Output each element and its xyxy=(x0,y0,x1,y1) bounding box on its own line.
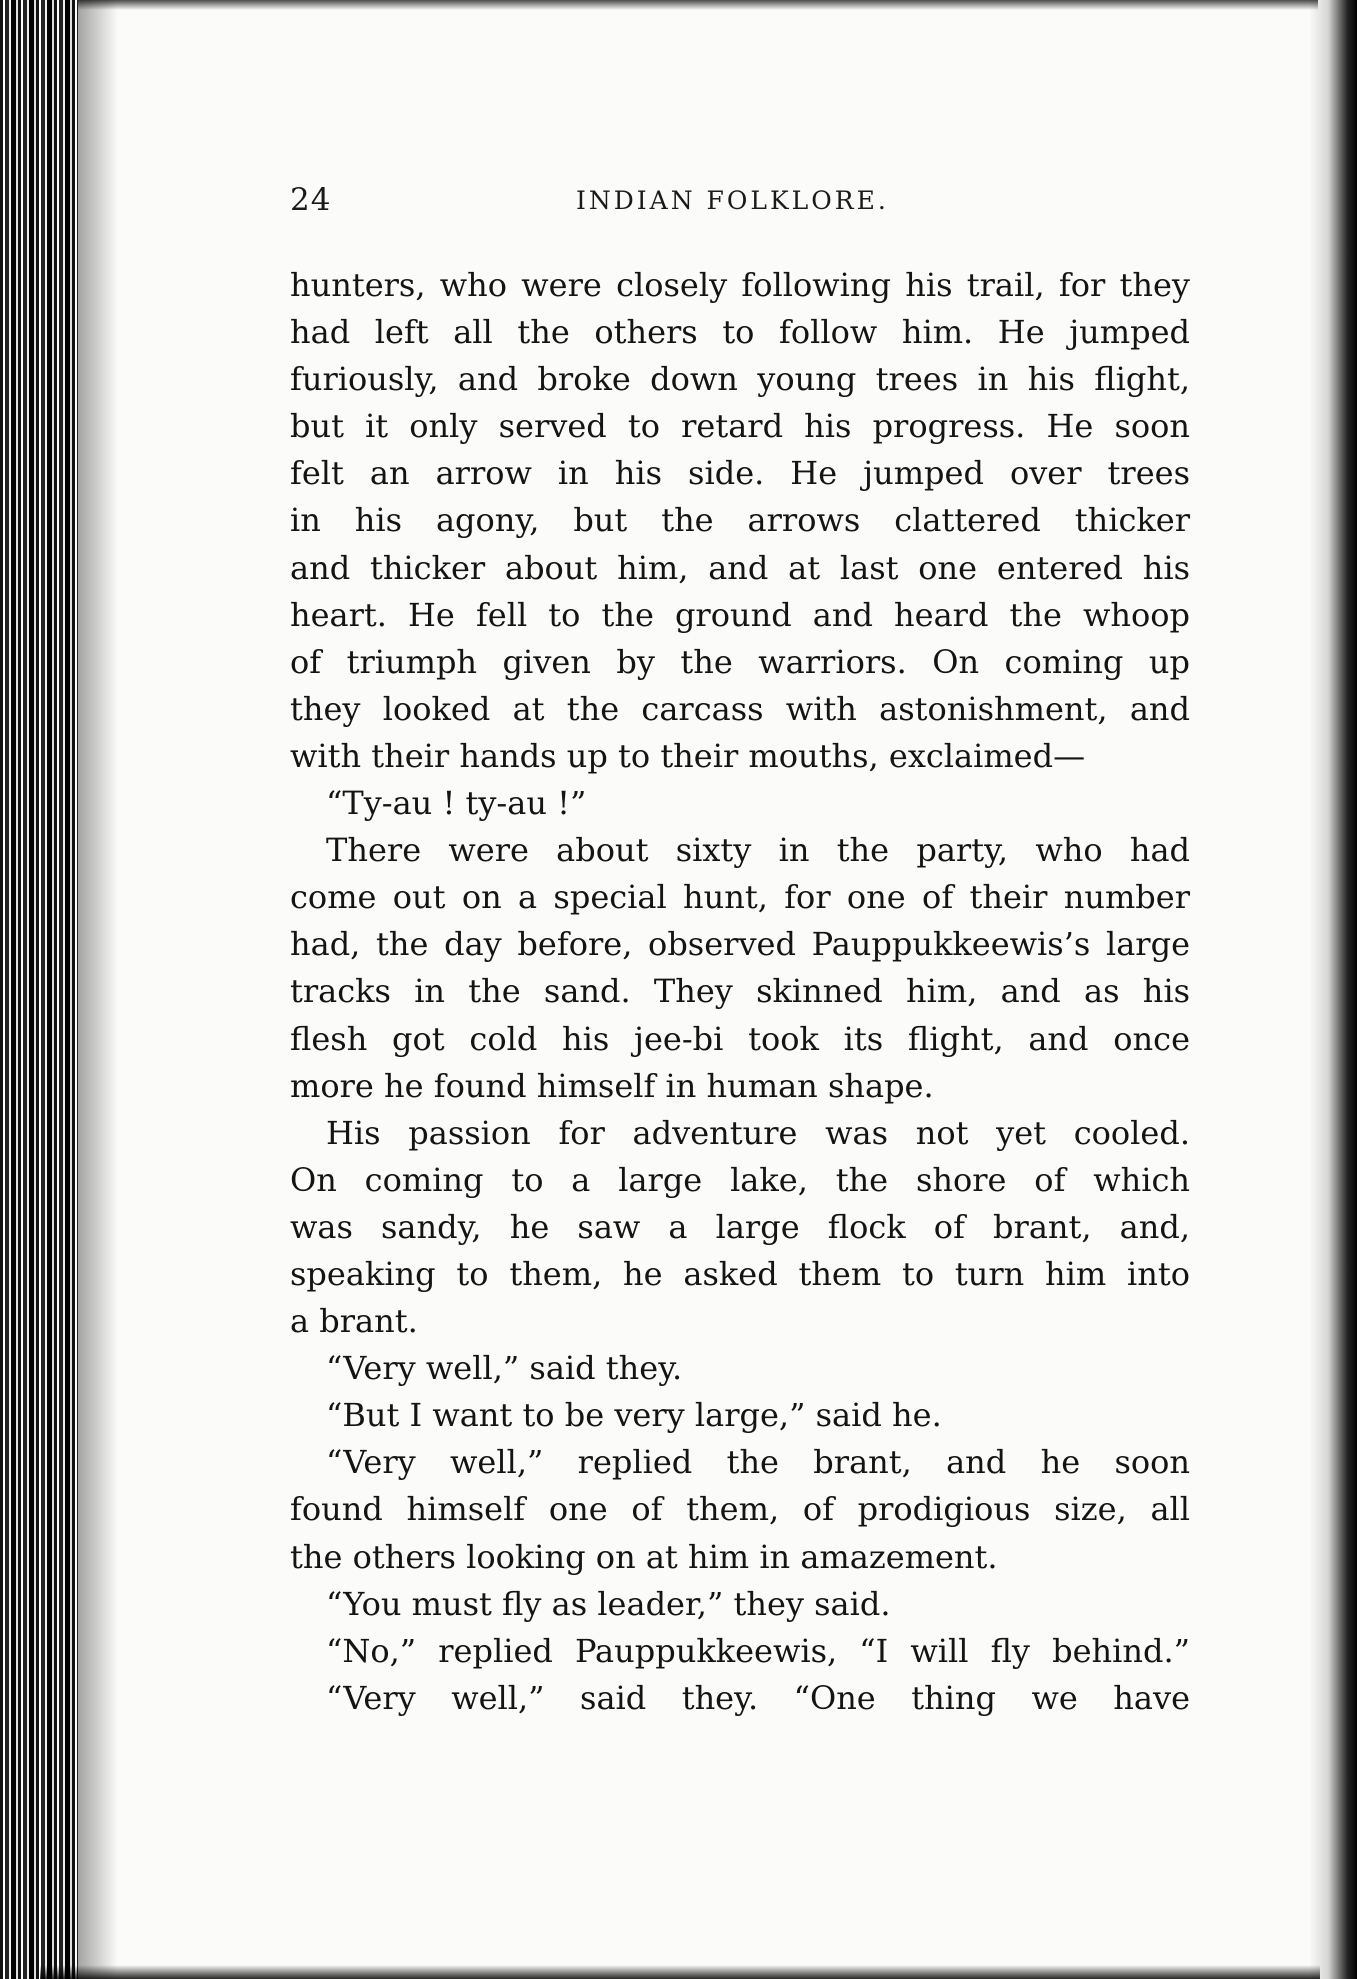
text-line: in his agony, but the arrows clattered thicker xyxy=(290,501,1190,540)
text-line: “No,” replied Pauppukkeewis, “I will fly behind.” xyxy=(326,1631,1190,1670)
text-line: found himself one of them, of prodigious size, all xyxy=(290,1490,1190,1529)
page-number: 24 xyxy=(290,182,332,218)
text-line: but it only served to retard his progress. He soon xyxy=(290,407,1190,446)
text-line: “Very well,” replied the brant, and he soon xyxy=(326,1443,1190,1482)
text-line: “But I want to be very large,” said he. xyxy=(326,1396,942,1435)
text-line: “Very well,” said they. “One thing we have xyxy=(326,1678,1190,1717)
text-line: “Very well,” said they. xyxy=(326,1349,683,1388)
running-head xyxy=(290,182,1190,232)
text-line: come out on a special hunt, for one of their number xyxy=(290,878,1190,917)
text-line: His passion for adventure was not yet cooled. xyxy=(326,1113,1190,1152)
text-line: they looked at the carcass with astonishment, and xyxy=(290,689,1190,728)
top-scan-edge xyxy=(78,0,1318,10)
text-line: felt an arrow in his side. He jumped over trees xyxy=(290,454,1190,493)
text-line: speaking to them, he asked them to turn him into xyxy=(290,1254,1190,1293)
text-line: heart. He fell to the ground and heard the whoop xyxy=(290,595,1190,634)
body-text xyxy=(290,262,1190,1722)
binding-shadow xyxy=(78,0,118,1979)
text-line: On coming to a large lake, the shore of which xyxy=(290,1160,1190,1199)
running-title: INDIAN FOLKLORE. xyxy=(576,186,889,215)
text-line: was sandy, he saw a large flock of brant, and, xyxy=(290,1207,1190,1246)
text-line: furiously, and broke down young trees in his flight, xyxy=(290,360,1190,399)
bottom-scan-edge xyxy=(40,1965,1320,1979)
text-line: “You must fly as leader,” they said. xyxy=(326,1584,891,1623)
binding-edge xyxy=(0,0,78,1979)
text-line: There were about sixty in the party, who had xyxy=(326,831,1190,870)
text-line: a brant. xyxy=(290,1302,418,1341)
text-line: had left all the others to follow him. He jumped xyxy=(290,313,1190,352)
text-line: had, the day before, observed Pauppukkeewis’s large xyxy=(290,925,1190,964)
right-scan-edge xyxy=(1309,0,1357,1979)
text-line: hunters, who were closely following his trail, for they xyxy=(290,266,1190,304)
text-line: and thicker about him, and at last one entered his xyxy=(290,548,1190,587)
text-line: tracks in the sand. They skinned him, and as his xyxy=(290,972,1190,1011)
text-line: “Ty-au ! ty-au !” xyxy=(326,784,587,823)
text-line: more he found himself in human shape. xyxy=(290,1066,934,1105)
text-line: with their hands up to their mouths, exclaimed— xyxy=(290,736,1086,775)
text-line: of triumph given by the warriors. On coming up xyxy=(290,642,1190,681)
text-line: flesh got cold his jee-bi took its flight, and once xyxy=(290,1019,1190,1058)
text-line: the others looking on at him in amazement. xyxy=(290,1537,998,1576)
